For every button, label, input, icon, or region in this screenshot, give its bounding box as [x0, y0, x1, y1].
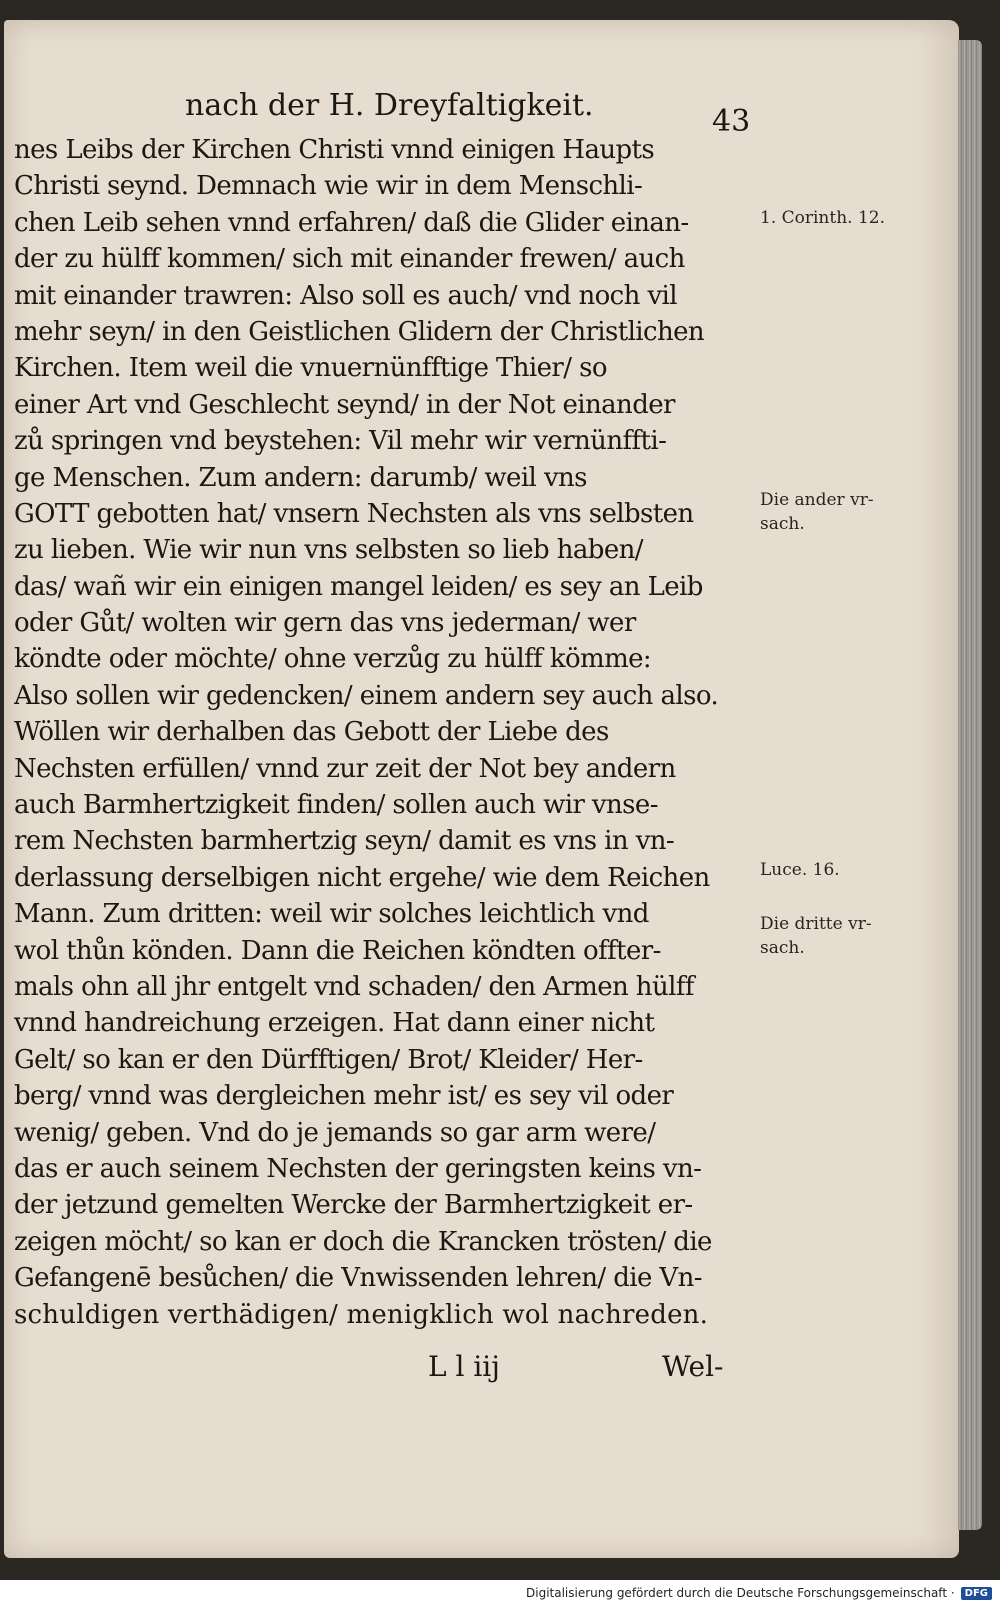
text-line: Gefangenē besůchen/ die Vnwissenden lehren/ die Vn- — [14, 1263, 702, 1294]
text-line: zů springen vnd beystehen: Vil mehr wir vernünffti- — [14, 426, 667, 457]
text-line: Kirchen. Item weil die vnuernünfftige Thier/ so — [14, 353, 607, 384]
book-fore-edge — [958, 40, 982, 1530]
running-head: nach der H. Dreyfaltigkeit. — [185, 88, 594, 123]
text-line: wenig/ geben. Vnd do je jemands so gar arm were/ — [14, 1117, 656, 1148]
margin-note-luce: Luce. 16. — [760, 860, 840, 880]
text-line: rem Nechsten barmhertzig seyn/ damit es vns in vn- — [14, 826, 675, 857]
text-line: vnnd handreichung erzeigen. Hat dann einer nicht — [14, 1008, 655, 1039]
margin-note-ander-ursach: Die ander vr- sach. — [760, 490, 874, 534]
text-line: berg/ vnnd was dergleichen mehr ist/ es sey vil oder — [14, 1081, 674, 1112]
text-line: Mann. Zum dritten: weil wir solches leichtlich vnd — [14, 899, 649, 930]
digitization-credit — [526, 1583, 992, 1603]
margin-note-corinth: 1. Corinth. 12. — [760, 208, 886, 228]
text-line: chen Leib sehen vnnd erfahren/ daß die Glider einan- — [14, 207, 689, 238]
credit-text: Digitalisierung gefördert durch die Deutsche Forschungsgemeinschaft · — [526, 1586, 955, 1600]
catchword: Wel- — [662, 1350, 724, 1383]
body-text — [14, 132, 754, 1333]
text-line: Gelt/ so kan er den Dürfftigen/ Brot/ Kleider/ Her- — [14, 1044, 643, 1075]
text-line: schuldigen verthädigen/ menigklich wol nachreden. — [14, 1299, 709, 1330]
text-line: Wöllen wir derhalben das Gebott der Liebe des — [14, 717, 609, 748]
text-line: der zu hülff kommen/ sich mit einander frewen/ auch — [14, 244, 685, 275]
text-line: derlassung derselbigen nicht ergehe/ wie dem Reichen — [14, 862, 710, 893]
text-line: nes Leibs der Kirchen Christi vnnd einigen Haupts — [14, 135, 655, 165]
margin-note-dritte-ursach: Die dritte vr- sach. — [760, 914, 872, 958]
text-line: das er auch seinem Nechsten der geringsten keins vn- — [14, 1153, 702, 1184]
text-line: oder Gůt/ wolten wir gern das vns jederman/ wer — [14, 608, 636, 639]
signature-mark: L l iij — [428, 1350, 500, 1383]
text-line: mals ohn all jhr entgelt vnd schaden/ den Armen hülff — [14, 971, 694, 1002]
text-line: das/ wañ wir ein einigen mangel leiden/ es sey an Leib — [14, 571, 703, 602]
page-number: 43 — [712, 104, 751, 139]
text-line: mit einander trawren: Also soll es auch/ vnd noch vil — [14, 280, 677, 311]
dfg-logo: DFG — [961, 1587, 992, 1600]
text-line: Also sollen wir gedencken/ einem andern sey auch also. — [14, 680, 719, 711]
text-line: köndte oder möchte/ ohne verzůg zu hülff kömme: — [14, 644, 652, 675]
text-line: Nechsten erfüllen/ vnnd zur zeit der Not bey andern — [14, 753, 676, 784]
text-line: Christi seynd. Demnach wie wir in dem Menschli- — [14, 171, 643, 202]
text-line: einer Art vnd Geschlecht seynd/ in der Not einander — [14, 389, 675, 420]
text-line: wol thůn könden. Dann die Reichen köndten offter- — [14, 935, 661, 966]
text-line: der jetzund gemelten Wercke der Barmhertzigkeit er- — [14, 1190, 693, 1221]
text-line: zeigen möcht/ so kan er doch die Krancken trösten/ die — [14, 1226, 712, 1257]
text-line: auch Barmhertzigkeit finden/ sollen auch wir vnse- — [14, 790, 658, 821]
text-line: GOTT gebotten hat/ vnsern Nechsten als vns selbsten — [14, 498, 694, 529]
text-line: zu lieben. Wie wir nun vns selbsten so lieb haben/ — [14, 535, 643, 566]
text-line: ge Menschen. Zum andern: darumb/ weil vns — [14, 462, 587, 493]
text-line: mehr seyn/ in den Geistlichen Glidern der Christlichen — [14, 316, 705, 347]
